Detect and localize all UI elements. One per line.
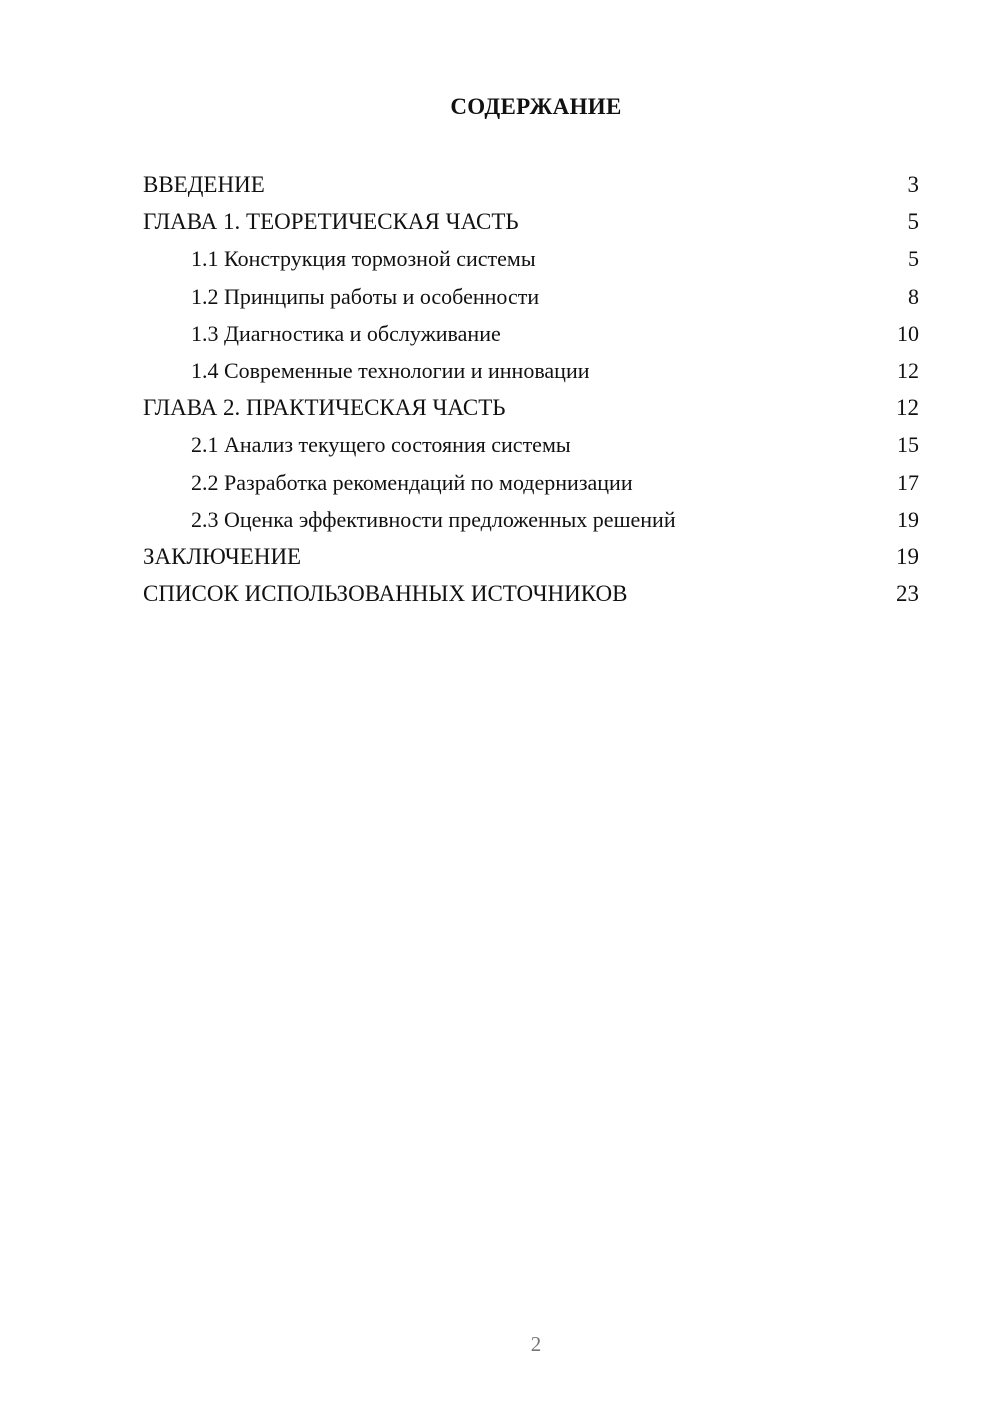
toc-entry-section-1-4 bbox=[143, 352, 919, 389]
toc-entry-page: 10 bbox=[897, 320, 919, 346]
toc-entry-page: 5 bbox=[907, 209, 919, 235]
toc-entry-page: 12 bbox=[897, 357, 919, 383]
toc-entry-label: ЗАКЛЮЧЕНИЕ bbox=[143, 543, 302, 569]
toc-entry-page: 23 bbox=[896, 581, 919, 607]
toc-entry-label: 2.2 Разработка рекомендаций по модернизации bbox=[191, 469, 633, 495]
page-number: 2 bbox=[530, 1332, 542, 1356]
toc-title: СОДЕРЖАНИЕ bbox=[450, 94, 622, 119]
toc-entry-page: 3 bbox=[907, 172, 919, 197]
toc-entry-section-1-1 bbox=[143, 240, 919, 277]
toc-entry-label: ГЛАВА 2. ПРАКТИЧЕСКАЯ ЧАСТЬ bbox=[143, 395, 506, 421]
toc-entry-label: СПИСОК ИСПОЛЬЗОВАННЫХ ИСТОЧНИКОВ bbox=[143, 581, 628, 607]
toc-entry-section-2-1 bbox=[143, 426, 919, 463]
toc-entry-page: 17 bbox=[897, 469, 919, 495]
toc-entry-label: 2.1 Анализ текущего состояния системы bbox=[191, 432, 571, 458]
toc-entry-page: 19 bbox=[896, 543, 919, 569]
toc-entry-introduction bbox=[143, 166, 919, 203]
toc-entry-section-2-2 bbox=[143, 464, 919, 501]
toc-entry-conclusion bbox=[143, 538, 919, 575]
toc-entry-section-2-3 bbox=[143, 501, 919, 538]
toc-entry-page: 5 bbox=[908, 246, 919, 272]
toc-entry-label: ВВЕДЕНИЕ bbox=[143, 172, 265, 197]
toc-entry-section-1-3 bbox=[143, 315, 919, 352]
toc-entry-page: 8 bbox=[908, 283, 919, 309]
table-of-contents bbox=[143, 166, 919, 612]
toc-entry-label: 1.1 Конструкция тормозной системы bbox=[191, 246, 536, 272]
toc-entry-chapter-1 bbox=[143, 203, 919, 240]
toc-entry-label: 2.3 Оценка эффективности предложенных решений bbox=[191, 506, 676, 532]
toc-entry-page: 15 bbox=[897, 432, 919, 458]
toc-entry-label: 1.3 Диагностика и обслуживание bbox=[191, 320, 501, 346]
toc-entry-section-1-2 bbox=[143, 278, 919, 315]
toc-entry-label: ГЛАВА 1. ТЕОРЕТИЧЕСКАЯ ЧАСТЬ bbox=[143, 209, 519, 235]
toc-entry-chapter-2 bbox=[143, 389, 919, 426]
toc-entry-page: 12 bbox=[896, 395, 919, 421]
toc-entry-page: 19 bbox=[897, 506, 919, 532]
toc-entry-references bbox=[143, 575, 919, 612]
toc-entry-label: 1.4 Современные технологии и инновации bbox=[191, 357, 590, 383]
toc-entry-label: 1.2 Принципы работы и особенности bbox=[191, 283, 540, 309]
